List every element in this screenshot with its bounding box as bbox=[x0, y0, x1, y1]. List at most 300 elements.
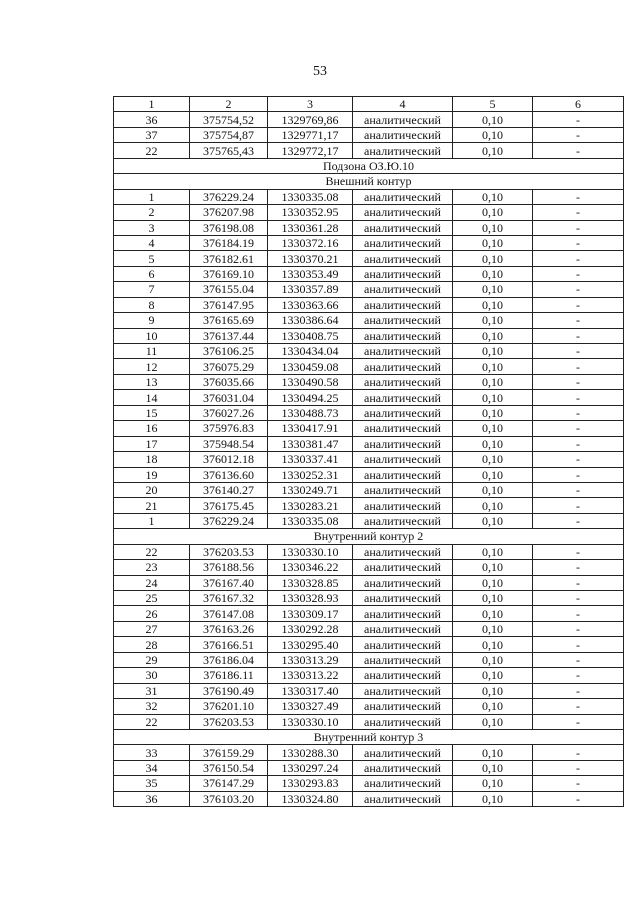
accuracy-cell: 0,10 bbox=[453, 791, 533, 806]
accuracy-cell: 0,10 bbox=[453, 591, 533, 606]
table-row bbox=[114, 112, 624, 127]
header-cell: 2 bbox=[190, 97, 268, 112]
method-cell: аналитический bbox=[353, 405, 453, 420]
table-row bbox=[114, 714, 624, 729]
table-row bbox=[114, 251, 624, 266]
accuracy-cell: 0,10 bbox=[453, 513, 533, 528]
method-cell: аналитический bbox=[353, 220, 453, 235]
accuracy-cell: 0,10 bbox=[453, 652, 533, 667]
x-coordinate-cell: 376229.24 bbox=[190, 513, 268, 528]
note-cell: - bbox=[533, 513, 624, 528]
table-row bbox=[114, 359, 624, 374]
accuracy-cell: 0,10 bbox=[453, 235, 533, 250]
x-coordinate-cell: 376150.54 bbox=[190, 760, 268, 775]
accuracy-cell: 0,10 bbox=[453, 776, 533, 791]
x-coordinate-cell: 375754,87 bbox=[190, 127, 268, 142]
x-coordinate-cell: 376147.29 bbox=[190, 776, 268, 791]
table-row bbox=[114, 560, 624, 575]
table-row bbox=[114, 513, 624, 528]
note-cell: - bbox=[533, 297, 624, 312]
accuracy-cell: 0,10 bbox=[453, 544, 533, 559]
method-cell: аналитический bbox=[353, 791, 453, 806]
table-row bbox=[114, 498, 624, 513]
note-cell: - bbox=[533, 328, 624, 343]
y-coordinate-cell: 1330283.21 bbox=[268, 498, 353, 513]
table-row bbox=[114, 235, 624, 250]
method-cell: аналитический bbox=[353, 714, 453, 729]
method-cell: аналитический bbox=[353, 621, 453, 636]
table-row bbox=[114, 452, 624, 467]
page-number: 53 bbox=[313, 64, 327, 79]
point-number-cell: 17 bbox=[114, 436, 190, 451]
x-coordinate-cell: 376106.25 bbox=[190, 344, 268, 359]
y-coordinate-cell: 1330328.93 bbox=[268, 591, 353, 606]
accuracy-cell: 0,10 bbox=[453, 112, 533, 127]
table-row bbox=[114, 374, 624, 389]
y-coordinate-cell: 1330352.95 bbox=[268, 205, 353, 220]
y-coordinate-cell: 1330327.49 bbox=[268, 699, 353, 714]
method-cell: аналитический bbox=[353, 575, 453, 590]
method-cell: аналитический bbox=[353, 282, 453, 297]
y-coordinate-cell: 1330335.08 bbox=[268, 189, 353, 204]
point-number-cell: 9 bbox=[114, 313, 190, 328]
accuracy-cell: 0,10 bbox=[453, 390, 533, 405]
note-cell: - bbox=[533, 112, 624, 127]
accuracy-cell: 0,10 bbox=[453, 251, 533, 266]
point-number-cell: 16 bbox=[114, 421, 190, 436]
accuracy-cell: 0,10 bbox=[453, 297, 533, 312]
table-row bbox=[114, 760, 624, 775]
accuracy-cell: 0,10 bbox=[453, 467, 533, 482]
y-coordinate-cell: 1330363.66 bbox=[268, 297, 353, 312]
header-cell: 3 bbox=[268, 97, 353, 112]
point-number-cell: 1 bbox=[114, 513, 190, 528]
point-number-cell: 4 bbox=[114, 235, 190, 250]
x-coordinate-cell: 376027.26 bbox=[190, 405, 268, 420]
x-coordinate-cell: 376229.24 bbox=[190, 189, 268, 204]
accuracy-cell: 0,10 bbox=[453, 606, 533, 621]
method-cell: аналитический bbox=[353, 745, 453, 760]
point-number-cell: 29 bbox=[114, 652, 190, 667]
note-cell: - bbox=[533, 544, 624, 559]
header-cell: 5 bbox=[453, 97, 533, 112]
method-cell: аналитический bbox=[353, 683, 453, 698]
method-cell: аналитический bbox=[353, 390, 453, 405]
point-number-cell: 5 bbox=[114, 251, 190, 266]
note-cell: - bbox=[533, 560, 624, 575]
x-coordinate-cell: 375754,52 bbox=[190, 112, 268, 127]
method-cell: аналитический bbox=[353, 606, 453, 621]
accuracy-cell: 0,10 bbox=[453, 189, 533, 204]
method-cell: аналитический bbox=[353, 760, 453, 775]
y-coordinate-cell: 1330249.71 bbox=[268, 482, 353, 497]
point-number-cell: 21 bbox=[114, 498, 190, 513]
point-number-cell: 3 bbox=[114, 220, 190, 235]
point-number-cell: 19 bbox=[114, 467, 190, 482]
method-cell: аналитический bbox=[353, 436, 453, 451]
x-coordinate-cell: 376012.18 bbox=[190, 452, 268, 467]
accuracy-cell: 0,10 bbox=[453, 683, 533, 698]
table-row bbox=[114, 591, 624, 606]
note-cell: - bbox=[533, 359, 624, 374]
table-row bbox=[114, 127, 624, 142]
x-coordinate-cell: 375765,43 bbox=[190, 143, 268, 158]
note-cell: - bbox=[533, 591, 624, 606]
point-number-cell: 8 bbox=[114, 297, 190, 312]
accuracy-cell: 0,10 bbox=[453, 205, 533, 220]
coordinates-table bbox=[113, 96, 624, 807]
header-cell: 4 bbox=[353, 97, 453, 112]
method-cell: аналитический bbox=[353, 699, 453, 714]
header-cell: 1 bbox=[114, 97, 190, 112]
method-cell: аналитический bbox=[353, 328, 453, 343]
accuracy-cell: 0,10 bbox=[453, 498, 533, 513]
point-number-cell: 14 bbox=[114, 390, 190, 405]
y-coordinate-cell: 1330337.41 bbox=[268, 452, 353, 467]
table-row bbox=[114, 467, 624, 482]
table-row bbox=[114, 297, 624, 312]
x-coordinate-cell: 376166.51 bbox=[190, 637, 268, 652]
section-title: Внешний контур bbox=[114, 174, 624, 189]
point-number-cell: 1 bbox=[114, 189, 190, 204]
point-number-cell: 11 bbox=[114, 344, 190, 359]
accuracy-cell: 0,10 bbox=[453, 436, 533, 451]
table-row bbox=[114, 621, 624, 636]
accuracy-cell: 0,10 bbox=[453, 745, 533, 760]
x-coordinate-cell: 376167.40 bbox=[190, 575, 268, 590]
note-cell: - bbox=[533, 205, 624, 220]
point-number-cell: 27 bbox=[114, 621, 190, 636]
x-coordinate-cell: 376203.53 bbox=[190, 714, 268, 729]
y-coordinate-cell: 1330297.24 bbox=[268, 760, 353, 775]
point-number-cell: 35 bbox=[114, 776, 190, 791]
point-number-cell: 24 bbox=[114, 575, 190, 590]
table-row bbox=[114, 328, 624, 343]
note-cell: - bbox=[533, 220, 624, 235]
x-coordinate-cell: 376140.27 bbox=[190, 482, 268, 497]
x-coordinate-cell: 376031.04 bbox=[190, 390, 268, 405]
method-cell: аналитический bbox=[353, 251, 453, 266]
note-cell: - bbox=[533, 699, 624, 714]
point-number-cell: 15 bbox=[114, 405, 190, 420]
point-number-cell: 33 bbox=[114, 745, 190, 760]
x-coordinate-cell: 376186.11 bbox=[190, 668, 268, 683]
note-cell: - bbox=[533, 143, 624, 158]
method-cell: аналитический bbox=[353, 467, 453, 482]
accuracy-cell: 0,10 bbox=[453, 560, 533, 575]
point-number-cell: 13 bbox=[114, 374, 190, 389]
method-cell: аналитический bbox=[353, 359, 453, 374]
note-cell: - bbox=[533, 683, 624, 698]
method-cell: аналитический bbox=[353, 235, 453, 250]
note-cell: - bbox=[533, 575, 624, 590]
method-cell: аналитический bbox=[353, 668, 453, 683]
method-cell: аналитический bbox=[353, 776, 453, 791]
section-row bbox=[114, 174, 624, 189]
x-coordinate-cell: 375948.54 bbox=[190, 436, 268, 451]
method-cell: аналитический bbox=[353, 313, 453, 328]
table-row bbox=[114, 668, 624, 683]
note-cell: - bbox=[533, 776, 624, 791]
y-coordinate-cell: 1330324.80 bbox=[268, 791, 353, 806]
point-number-cell: 20 bbox=[114, 482, 190, 497]
x-coordinate-cell: 376175.45 bbox=[190, 498, 268, 513]
note-cell: - bbox=[533, 235, 624, 250]
y-coordinate-cell: 1330317.40 bbox=[268, 683, 353, 698]
y-coordinate-cell: 1330494.25 bbox=[268, 390, 353, 405]
accuracy-cell: 0,10 bbox=[453, 344, 533, 359]
note-cell: - bbox=[533, 127, 624, 142]
section-row bbox=[114, 729, 624, 744]
x-coordinate-cell: 376203.53 bbox=[190, 544, 268, 559]
section-row bbox=[114, 158, 624, 173]
table-row bbox=[114, 575, 624, 590]
x-coordinate-cell: 376186.04 bbox=[190, 652, 268, 667]
point-number-cell: 32 bbox=[114, 699, 190, 714]
table-header-row bbox=[114, 97, 624, 112]
y-coordinate-cell: 1330252.31 bbox=[268, 467, 353, 482]
section-title: Подзона ОЗ.Ю.10 bbox=[114, 158, 624, 173]
table-row bbox=[114, 390, 624, 405]
point-number-cell: 2 bbox=[114, 205, 190, 220]
point-number-cell: 30 bbox=[114, 668, 190, 683]
point-number-cell: 31 bbox=[114, 683, 190, 698]
point-number-cell: 22 bbox=[114, 714, 190, 729]
note-cell: - bbox=[533, 745, 624, 760]
y-coordinate-cell: 1329772,17 bbox=[268, 143, 353, 158]
note-cell: - bbox=[533, 266, 624, 281]
accuracy-cell: 0,10 bbox=[453, 127, 533, 142]
y-coordinate-cell: 1330488.73 bbox=[268, 405, 353, 420]
y-coordinate-cell: 1330313.29 bbox=[268, 652, 353, 667]
point-number-cell: 37 bbox=[114, 127, 190, 142]
table-row bbox=[114, 637, 624, 652]
note-cell: - bbox=[533, 606, 624, 621]
accuracy-cell: 0,10 bbox=[453, 668, 533, 683]
accuracy-cell: 0,10 bbox=[453, 220, 533, 235]
method-cell: аналитический bbox=[353, 452, 453, 467]
y-coordinate-cell: 1330490.58 bbox=[268, 374, 353, 389]
x-coordinate-cell: 376075.29 bbox=[190, 359, 268, 374]
method-cell: аналитический bbox=[353, 591, 453, 606]
y-coordinate-cell: 1330330.10 bbox=[268, 714, 353, 729]
x-coordinate-cell: 376147.08 bbox=[190, 606, 268, 621]
note-cell: - bbox=[533, 452, 624, 467]
point-number-cell: 34 bbox=[114, 760, 190, 775]
note-cell: - bbox=[533, 714, 624, 729]
note-cell: - bbox=[533, 668, 624, 683]
section-title: Внутренний контур 2 bbox=[114, 529, 624, 544]
y-coordinate-cell: 1330288.30 bbox=[268, 745, 353, 760]
y-coordinate-cell: 1330335.08 bbox=[268, 513, 353, 528]
y-coordinate-cell: 1330313.22 bbox=[268, 668, 353, 683]
note-cell: - bbox=[533, 421, 624, 436]
y-coordinate-cell: 1330459.08 bbox=[268, 359, 353, 374]
section-title: Внутренний контур 3 bbox=[114, 729, 624, 744]
y-coordinate-cell: 1330293.83 bbox=[268, 776, 353, 791]
x-coordinate-cell: 376184.19 bbox=[190, 235, 268, 250]
method-cell: аналитический bbox=[353, 189, 453, 204]
y-coordinate-cell: 1330361.28 bbox=[268, 220, 353, 235]
x-coordinate-cell: 376163.26 bbox=[190, 621, 268, 636]
x-coordinate-cell: 376207.98 bbox=[190, 205, 268, 220]
table-row bbox=[114, 143, 624, 158]
table-row bbox=[114, 791, 624, 806]
table-row bbox=[114, 776, 624, 791]
accuracy-cell: 0,10 bbox=[453, 359, 533, 374]
accuracy-cell: 0,10 bbox=[453, 313, 533, 328]
point-number-cell: 6 bbox=[114, 266, 190, 281]
method-cell: аналитический bbox=[353, 266, 453, 281]
point-number-cell: 22 bbox=[114, 544, 190, 559]
method-cell: аналитический bbox=[353, 544, 453, 559]
method-cell: аналитический bbox=[353, 127, 453, 142]
method-cell: аналитический bbox=[353, 112, 453, 127]
accuracy-cell: 0,10 bbox=[453, 405, 533, 420]
table-row bbox=[114, 205, 624, 220]
y-coordinate-cell: 1329771,17 bbox=[268, 127, 353, 142]
note-cell: - bbox=[533, 189, 624, 204]
method-cell: аналитический bbox=[353, 143, 453, 158]
y-coordinate-cell: 1330434.04 bbox=[268, 344, 353, 359]
y-coordinate-cell: 1330381.47 bbox=[268, 436, 353, 451]
table-row bbox=[114, 652, 624, 667]
point-number-cell: 23 bbox=[114, 560, 190, 575]
note-cell: - bbox=[533, 791, 624, 806]
method-cell: аналитический bbox=[353, 374, 453, 389]
method-cell: аналитический bbox=[353, 205, 453, 220]
note-cell: - bbox=[533, 498, 624, 513]
point-number-cell: 18 bbox=[114, 452, 190, 467]
table-row bbox=[114, 544, 624, 559]
accuracy-cell: 0,10 bbox=[453, 374, 533, 389]
x-coordinate-cell: 376198.08 bbox=[190, 220, 268, 235]
accuracy-cell: 0,10 bbox=[453, 143, 533, 158]
x-coordinate-cell: 376103.20 bbox=[190, 791, 268, 806]
y-coordinate-cell: 1330408.75 bbox=[268, 328, 353, 343]
x-coordinate-cell: 376169.10 bbox=[190, 266, 268, 281]
x-coordinate-cell: 376035.66 bbox=[190, 374, 268, 389]
note-cell: - bbox=[533, 374, 624, 389]
method-cell: аналитический bbox=[353, 344, 453, 359]
section-row bbox=[114, 529, 624, 544]
note-cell: - bbox=[533, 467, 624, 482]
point-number-cell: 28 bbox=[114, 637, 190, 652]
table-row bbox=[114, 282, 624, 297]
point-number-cell: 7 bbox=[114, 282, 190, 297]
x-coordinate-cell: 376188.56 bbox=[190, 560, 268, 575]
x-coordinate-cell: 376147.95 bbox=[190, 297, 268, 312]
y-coordinate-cell: 1330346.22 bbox=[268, 560, 353, 575]
table-row bbox=[114, 745, 624, 760]
table-row bbox=[114, 344, 624, 359]
y-coordinate-cell: 1330295.40 bbox=[268, 637, 353, 652]
method-cell: аналитический bbox=[353, 560, 453, 575]
note-cell: - bbox=[533, 282, 624, 297]
header-cell: 6 bbox=[533, 97, 624, 112]
note-cell: - bbox=[533, 313, 624, 328]
table-row bbox=[114, 220, 624, 235]
y-coordinate-cell: 1330353.49 bbox=[268, 266, 353, 281]
coordinates-table-body bbox=[114, 97, 624, 807]
table-row bbox=[114, 189, 624, 204]
method-cell: аналитический bbox=[353, 498, 453, 513]
y-coordinate-cell: 1330328.85 bbox=[268, 575, 353, 590]
point-number-cell: 22 bbox=[114, 143, 190, 158]
table-row bbox=[114, 436, 624, 451]
y-coordinate-cell: 1329769,86 bbox=[268, 112, 353, 127]
table-row bbox=[114, 482, 624, 497]
x-coordinate-cell: 376155.04 bbox=[190, 282, 268, 297]
accuracy-cell: 0,10 bbox=[453, 621, 533, 636]
accuracy-cell: 0,10 bbox=[453, 575, 533, 590]
note-cell: - bbox=[533, 405, 624, 420]
x-coordinate-cell: 376137.44 bbox=[190, 328, 268, 343]
y-coordinate-cell: 1330292.28 bbox=[268, 621, 353, 636]
accuracy-cell: 0,10 bbox=[453, 266, 533, 281]
table-row bbox=[114, 683, 624, 698]
accuracy-cell: 0,10 bbox=[453, 328, 533, 343]
note-cell: - bbox=[533, 621, 624, 636]
y-coordinate-cell: 1330330.10 bbox=[268, 544, 353, 559]
note-cell: - bbox=[533, 344, 624, 359]
method-cell: аналитический bbox=[353, 637, 453, 652]
accuracy-cell: 0,10 bbox=[453, 282, 533, 297]
point-number-cell: 10 bbox=[114, 328, 190, 343]
method-cell: аналитический bbox=[353, 297, 453, 312]
table-row bbox=[114, 313, 624, 328]
x-coordinate-cell: 376165.69 bbox=[190, 313, 268, 328]
table-row bbox=[114, 699, 624, 714]
accuracy-cell: 0,10 bbox=[453, 637, 533, 652]
accuracy-cell: 0,10 bbox=[453, 421, 533, 436]
note-cell: - bbox=[533, 760, 624, 775]
y-coordinate-cell: 1330386.64 bbox=[268, 313, 353, 328]
accuracy-cell: 0,10 bbox=[453, 699, 533, 714]
accuracy-cell: 0,10 bbox=[453, 760, 533, 775]
x-coordinate-cell: 376201.10 bbox=[190, 699, 268, 714]
x-coordinate-cell: 375976.83 bbox=[190, 421, 268, 436]
accuracy-cell: 0,10 bbox=[453, 482, 533, 497]
x-coordinate-cell: 376136.60 bbox=[190, 467, 268, 482]
table-row bbox=[114, 606, 624, 621]
note-cell: - bbox=[533, 251, 624, 266]
x-coordinate-cell: 376182.61 bbox=[190, 251, 268, 266]
x-coordinate-cell: 376190.49 bbox=[190, 683, 268, 698]
point-number-cell: 36 bbox=[114, 791, 190, 806]
note-cell: - bbox=[533, 637, 624, 652]
point-number-cell: 26 bbox=[114, 606, 190, 621]
table-row bbox=[114, 421, 624, 436]
point-number-cell: 12 bbox=[114, 359, 190, 374]
y-coordinate-cell: 1330309.17 bbox=[268, 606, 353, 621]
accuracy-cell: 0,10 bbox=[453, 714, 533, 729]
y-coordinate-cell: 1330372.16 bbox=[268, 235, 353, 250]
note-cell: - bbox=[533, 436, 624, 451]
method-cell: аналитический bbox=[353, 652, 453, 667]
note-cell: - bbox=[533, 482, 624, 497]
x-coordinate-cell: 376159.29 bbox=[190, 745, 268, 760]
method-cell: аналитический bbox=[353, 513, 453, 528]
x-coordinate-cell: 376167.32 bbox=[190, 591, 268, 606]
point-number-cell: 25 bbox=[114, 591, 190, 606]
note-cell: - bbox=[533, 652, 624, 667]
y-coordinate-cell: 1330370.21 bbox=[268, 251, 353, 266]
point-number-cell: 36 bbox=[114, 112, 190, 127]
table-row bbox=[114, 266, 624, 281]
y-coordinate-cell: 1330357.89 bbox=[268, 282, 353, 297]
y-coordinate-cell: 1330417.91 bbox=[268, 421, 353, 436]
